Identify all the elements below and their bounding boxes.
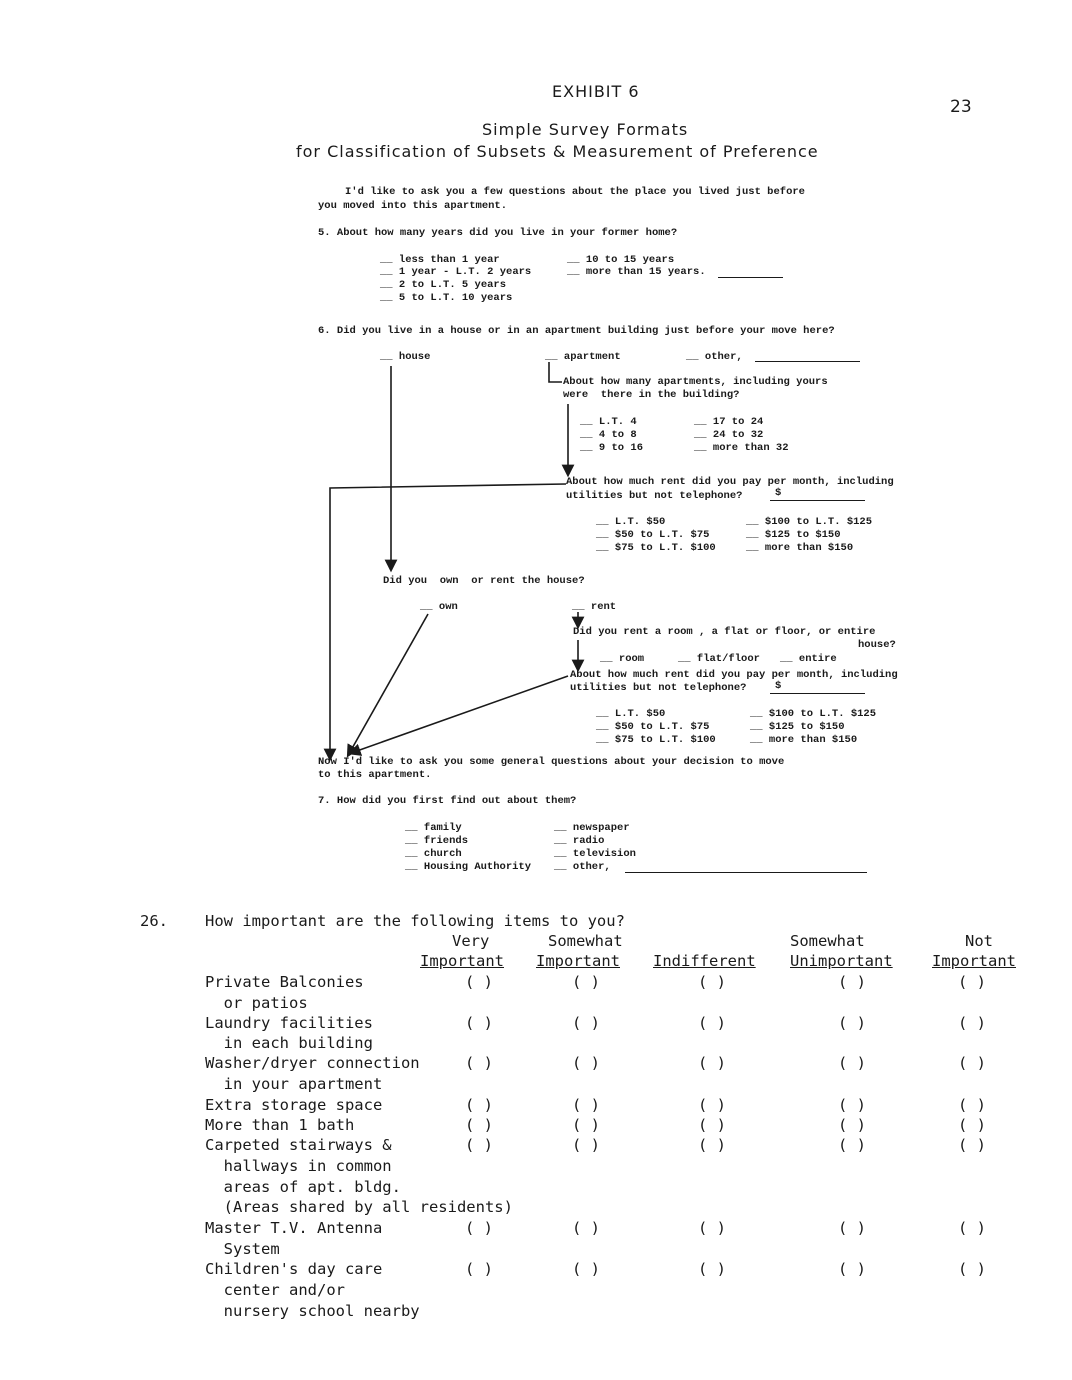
checkbox[interactable]: ( ) [465, 1219, 493, 1237]
checkbox[interactable]: ( ) [698, 1096, 726, 1114]
rent2-option[interactable]: __ $50 to L.T. $75 [596, 721, 710, 733]
checkbox[interactable]: ( ) [838, 1116, 866, 1134]
q7-option[interactable]: __ newspaper [554, 822, 630, 834]
checkbox[interactable]: ( ) [572, 1014, 600, 1032]
column-header-top: Not [965, 932, 993, 950]
q5-option[interactable]: __ 10 to 15 years [567, 254, 675, 266]
apartment-arrow [549, 362, 562, 382]
rent2-question-line1: About how much rent did you pay per month, including [570, 669, 898, 681]
own-arrow [350, 614, 428, 752]
apt-count-option[interactable]: __ 4 to 8 [580, 429, 637, 441]
rent2-option[interactable]: __ more than $150 [750, 734, 858, 746]
item-label: center and/or [205, 1281, 345, 1299]
exhibit-title-line2: for Classification of Subsets & Measurement of Preference [296, 142, 819, 161]
apt-count-option[interactable]: __ 17 to 24 [694, 416, 764, 428]
rent-type-option[interactable]: __ entire [780, 653, 837, 665]
item-label: hallways in common [205, 1157, 392, 1175]
item-label: More than 1 bath [205, 1116, 355, 1134]
checkbox[interactable]: ( ) [572, 1219, 600, 1237]
rent2-option[interactable]: __ $100 to L.T. $125 [750, 708, 877, 720]
rent-option[interactable]: __ $125 to $150 [746, 529, 841, 541]
rent-option[interactable]: __ more than $150 [746, 542, 854, 554]
rent-option[interactable]: __ $100 to L.T. $125 [746, 516, 873, 528]
column-header-bottom: Indifferent [653, 952, 756, 970]
intro-line2: you moved into this apartment. [318, 200, 508, 212]
apt-count-option[interactable]: __ L.T. 4 [580, 416, 637, 428]
checkbox[interactable]: ( ) [465, 973, 493, 991]
checkbox[interactable]: ( ) [958, 1260, 986, 1278]
rent-option[interactable]: __ $75 to L.T. $100 [596, 542, 716, 554]
checkbox[interactable]: ( ) [958, 1116, 986, 1134]
checkbox[interactable]: ( ) [698, 973, 726, 991]
checkbox[interactable]: ( ) [465, 1096, 493, 1114]
item-label: Extra storage space [205, 1096, 383, 1114]
checkbox[interactable]: ( ) [465, 1136, 493, 1154]
column-header-bottom: Important [420, 952, 504, 970]
own-rent-question: Did you own or rent the house? [383, 575, 585, 587]
checkbox[interactable]: ( ) [958, 1054, 986, 1072]
apt-count-option[interactable]: __ 24 to 32 [694, 429, 764, 441]
item-label: System [205, 1240, 280, 1258]
checkbox[interactable]: ( ) [698, 1260, 726, 1278]
q26-number: 26. [140, 912, 168, 930]
checkbox[interactable]: ( ) [698, 1014, 726, 1032]
checkbox[interactable]: ( ) [698, 1116, 726, 1134]
q7-text: 7. How did you first find out about them? [318, 795, 577, 807]
checkbox[interactable]: ( ) [572, 1136, 600, 1154]
column-header-top: Very [452, 932, 490, 950]
checkbox[interactable]: ( ) [572, 1260, 600, 1278]
checkbox[interactable]: ( ) [838, 1219, 866, 1237]
exhibit-title-line1: Simple Survey Formats [482, 120, 689, 139]
checkbox[interactable]: ( ) [698, 1054, 726, 1072]
q7-option[interactable]: __ church [405, 848, 462, 860]
q7-option[interactable]: __ family [405, 822, 462, 834]
q7-option[interactable]: __ television [554, 848, 636, 860]
checkbox[interactable]: ( ) [572, 1096, 600, 1114]
checkbox[interactable]: ( ) [838, 973, 866, 991]
rent2-option[interactable]: __ $125 to $150 [750, 721, 845, 733]
rent-option[interactable]: __ $50 to L.T. $75 [596, 529, 710, 541]
item-label: Private Balconies [205, 973, 364, 991]
apt-count-option[interactable]: __ 9 to 16 [580, 442, 644, 454]
checkbox[interactable]: ( ) [572, 1054, 600, 1072]
q26-text: How important are the following items to you? [205, 912, 625, 930]
checkbox[interactable]: ( ) [958, 1219, 986, 1237]
q5-option[interactable]: __ 5 to L.T. 10 years [380, 292, 513, 304]
q5-option[interactable]: __ 2 to L.T. 5 years [380, 279, 507, 291]
checkbox[interactable]: ( ) [838, 1096, 866, 1114]
item-label: in each building [205, 1034, 373, 1052]
rent2-option[interactable]: __ L.T. $50 [596, 708, 666, 720]
apt-count-question-line1: About how many apartments, including yours [563, 376, 828, 388]
column-header-bottom: Unimportant [790, 952, 893, 970]
q6-house-option[interactable]: __ house [380, 351, 431, 363]
checkbox[interactable]: ( ) [698, 1136, 726, 1154]
checkbox[interactable]: ( ) [698, 1219, 726, 1237]
item-label: Carpeted stairways & [205, 1136, 392, 1154]
item-label: nursery school nearby [205, 1302, 420, 1320]
checkbox[interactable]: ( ) [838, 1260, 866, 1278]
rent-to-general-arrow [330, 484, 566, 755]
checkbox[interactable]: ( ) [958, 973, 986, 991]
checkbox[interactable]: ( ) [958, 1014, 986, 1032]
checkbox[interactable]: ( ) [465, 1014, 493, 1032]
q6-other-option[interactable]: __ other, [686, 351, 743, 363]
q7-other-blank[interactable] [625, 872, 867, 873]
q7-option[interactable]: __ friends [405, 835, 469, 847]
checkbox[interactable]: ( ) [958, 1096, 986, 1114]
intro-line1: I'd like to ask you a few questions about the place you lived just before [345, 186, 805, 198]
q5-text: 5. About how many years did you live in your former home? [318, 227, 678, 239]
transition-line2: to this apartment. [318, 769, 432, 781]
q5-option[interactable]: __ 1 year - L.T. 2 years [380, 266, 532, 278]
rent2-question-line2: utilities but not telephone? [570, 682, 747, 694]
q5-option[interactable]: __ less than 1 year [380, 254, 500, 266]
q7-option[interactable]: __ radio [554, 835, 605, 847]
rent-type-option[interactable]: __ room [600, 653, 645, 665]
apt-count-question-line2: were there in the building? [563, 389, 740, 401]
item-label: areas of apt. bldg. [205, 1178, 401, 1196]
checkbox[interactable]: ( ) [465, 1260, 493, 1278]
rent-question-line2: utilities but not telephone? [566, 490, 743, 502]
rent-type-question-line2: house? [858, 639, 896, 651]
rent-dollar-field[interactable]: $ [775, 487, 782, 499]
exhibit-label: EXHIBIT 6 [552, 82, 640, 101]
column-header-top: Somewhat [790, 932, 865, 950]
checkbox[interactable]: ( ) [838, 1014, 866, 1032]
item-label: in your apartment [205, 1075, 383, 1093]
q7-option[interactable]: __ other, [554, 861, 611, 873]
item-label: Washer/dryer connection [205, 1054, 420, 1072]
apt-count-option[interactable]: __ more than 32 [694, 442, 789, 454]
checkbox[interactable]: ( ) [465, 1116, 493, 1134]
own-option[interactable]: __ own [420, 601, 458, 613]
rent2-option[interactable]: __ $75 to L.T. $100 [596, 734, 716, 746]
q6-text: 6. Did you live in a house or in an apartment building just before your move here? [318, 325, 835, 337]
item-label: (Areas shared by all residents) [205, 1198, 513, 1216]
column-header-top: Somewhat [548, 932, 623, 950]
item-label: Master T.V. Antenna [205, 1219, 383, 1237]
checkbox[interactable]: ( ) [838, 1136, 866, 1154]
rent-type-option[interactable]: __ flat/floor [678, 653, 760, 665]
checkbox[interactable]: ( ) [838, 1054, 866, 1072]
column-header-bottom: Important [536, 952, 620, 970]
item-label: Children's day care [205, 1260, 383, 1278]
item-label: or patios [205, 994, 308, 1012]
q5-option[interactable]: __ more than 15 years. [567, 266, 706, 278]
checkbox[interactable]: ( ) [465, 1054, 493, 1072]
checkbox[interactable]: ( ) [958, 1136, 986, 1154]
rent-option-house[interactable]: __ rent [572, 601, 617, 613]
transition-line1: Now I'd like to ask you some general questions about your decision to move [318, 756, 785, 768]
rent-option[interactable]: __ L.T. $50 [596, 516, 666, 528]
rent-question-line1: About how much rent did you pay per month, including [566, 476, 894, 488]
item-label: Laundry facilities [205, 1014, 373, 1032]
column-header-bottom: Important [932, 952, 1016, 970]
checkbox[interactable]: ( ) [572, 973, 600, 991]
rent-type-question-line1: Did you rent a room , a flat or floor, or entire [573, 626, 876, 638]
q7-option[interactable]: __ Housing Authority [405, 861, 532, 873]
q6-apartment-option[interactable]: __ apartment [545, 351, 621, 363]
checkbox[interactable]: ( ) [572, 1116, 600, 1134]
rent2-dollar-field[interactable]: $ [775, 680, 782, 692]
page-number: 23 [950, 97, 972, 117]
